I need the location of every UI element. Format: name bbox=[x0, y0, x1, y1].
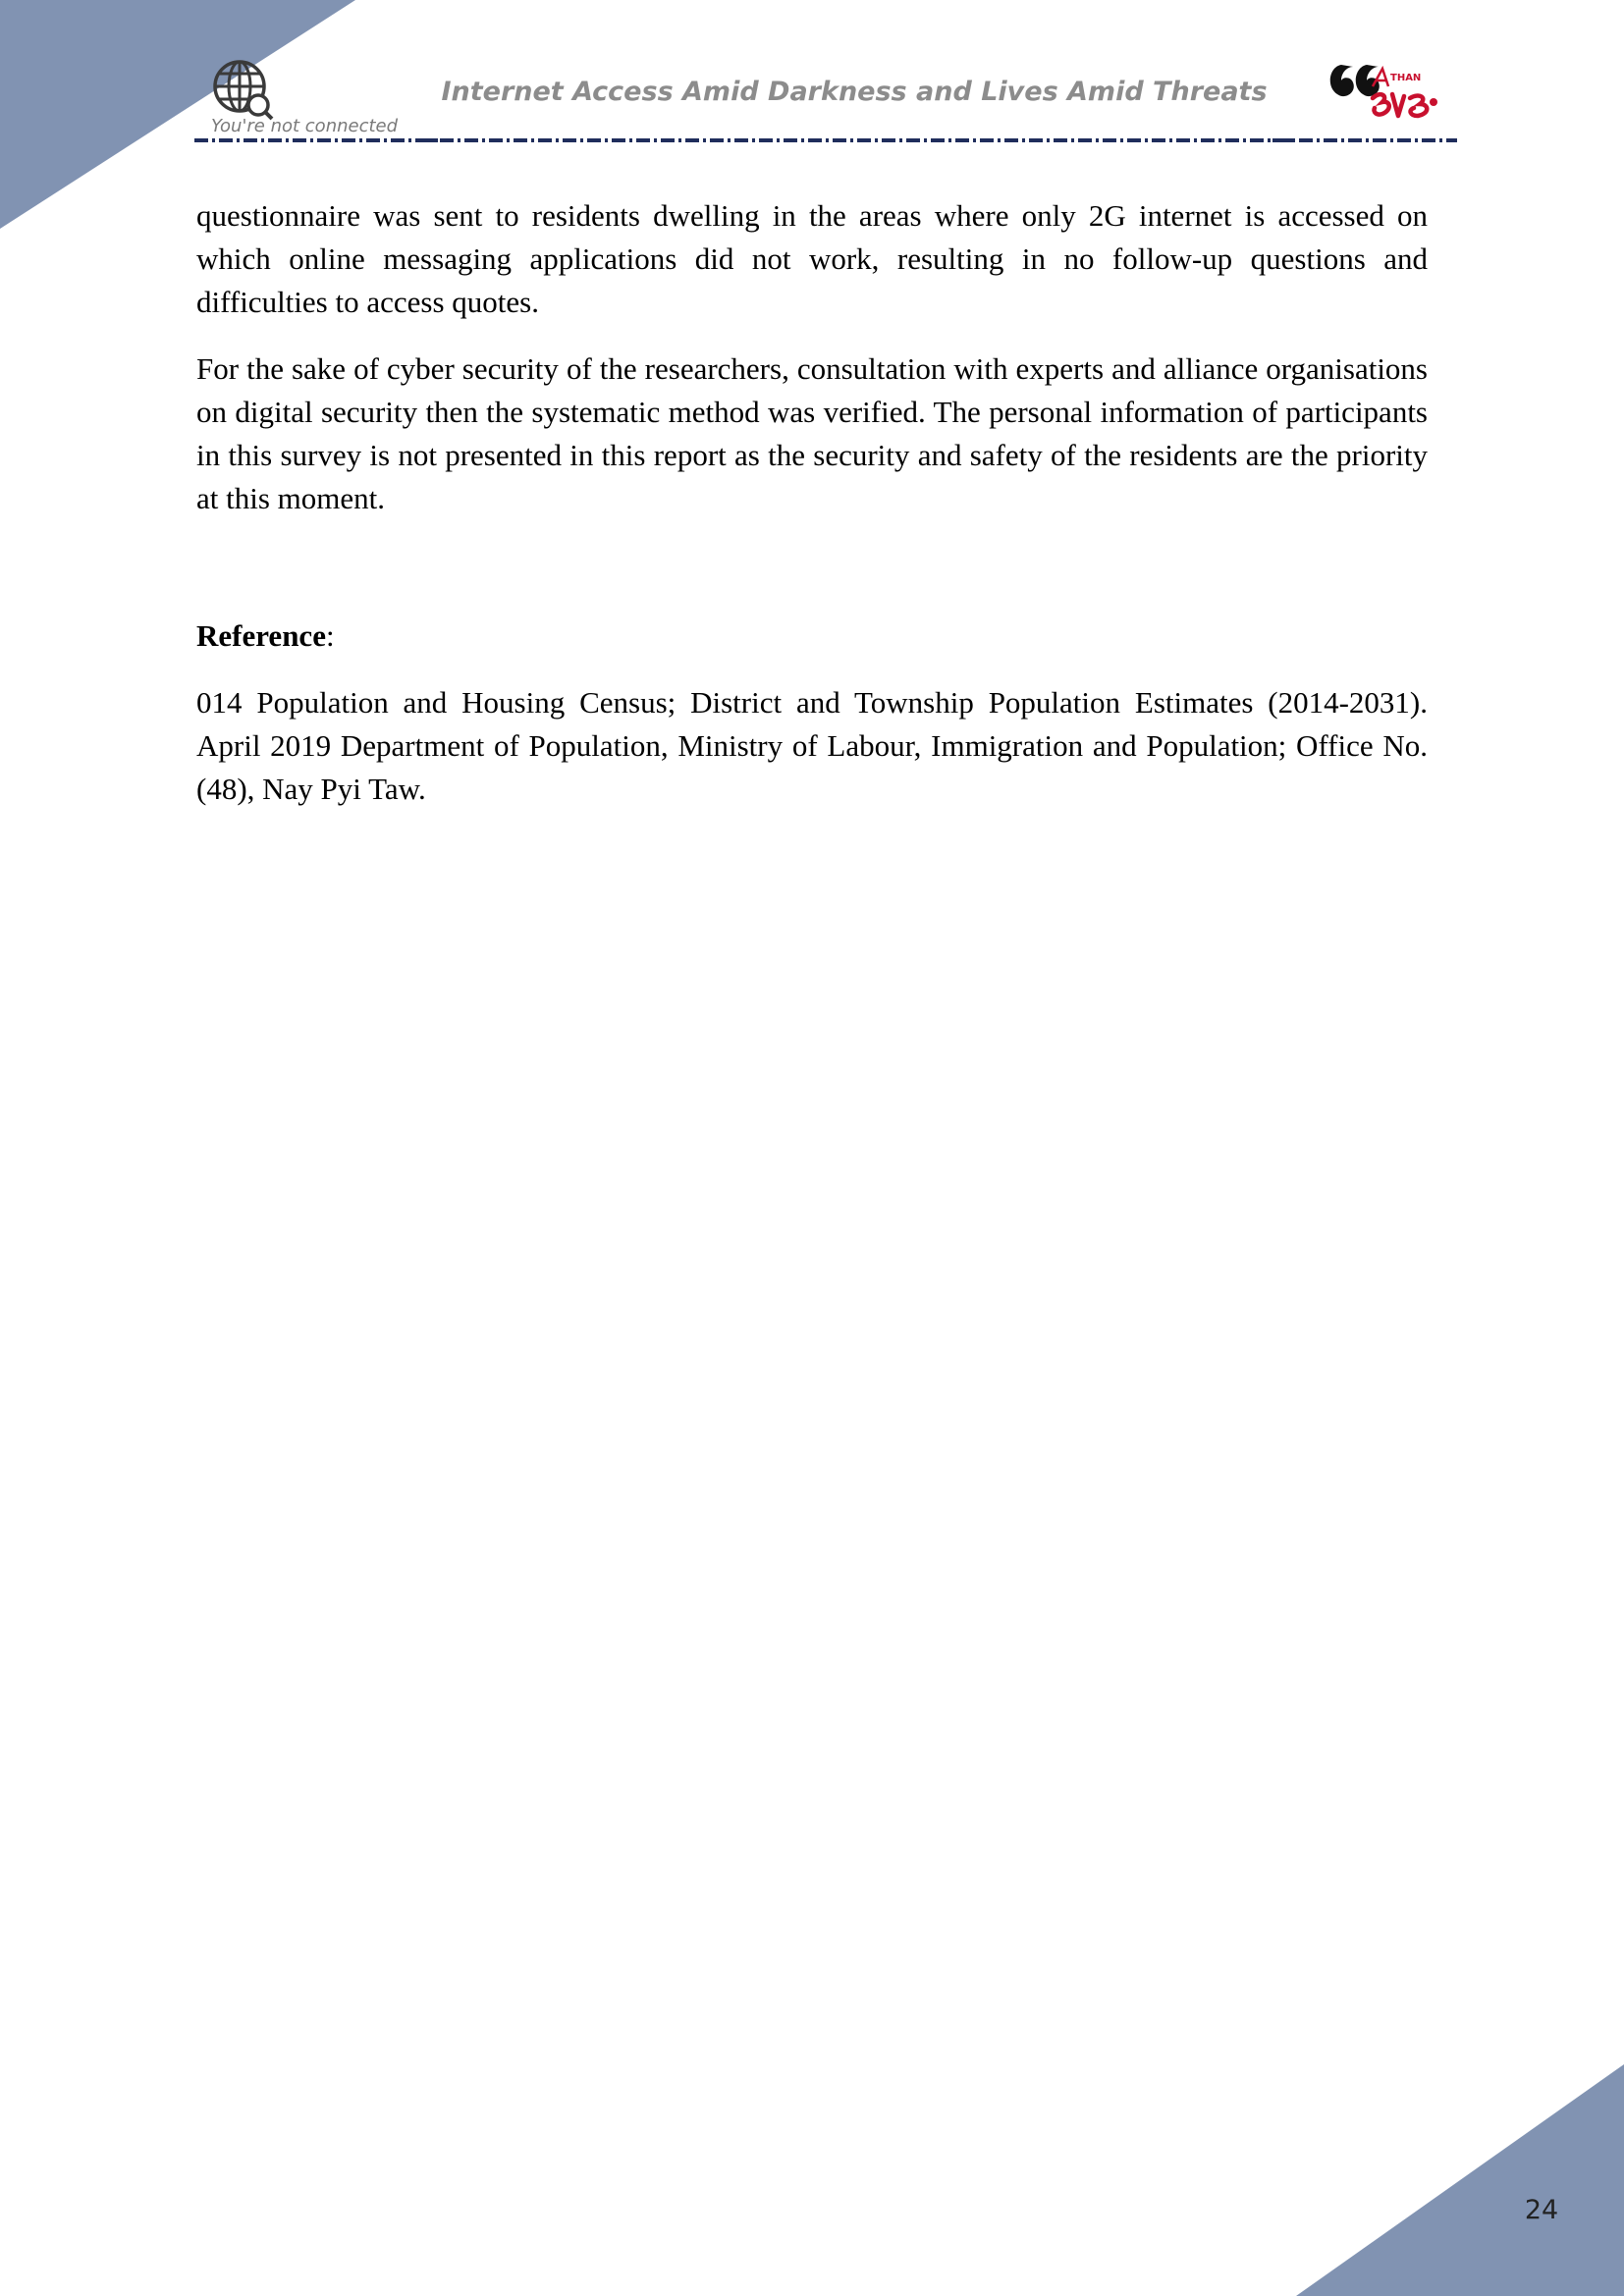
svg-text:THAN: THAN bbox=[1390, 73, 1422, 83]
page-header bbox=[0, 0, 1624, 147]
paragraph: For the sake of cyber security of the researchers, consultation with experts and alliance organisations on digital security then the systematic method was verified. The personal information of participants in this survey is not presented in this report as the security and safety of the residents are the priority at this moment. bbox=[196, 351, 1428, 515]
header-caption: You're not connected bbox=[211, 116, 399, 136]
page-body bbox=[196, 194, 1428, 834]
corner-decoration-bottom-right bbox=[1296, 2064, 1624, 2296]
reference-heading-colon: : bbox=[325, 618, 335, 653]
paragraph: questionnaire was sent to residents dwelling in the areas where only 2G internet is accessed on which online messaging applications did not work, resulting in no follow-up questions and difficulties to access quotes. bbox=[196, 198, 1428, 319]
athan-logo bbox=[1327, 57, 1445, 120]
page-number: 24 bbox=[1524, 2195, 1559, 2225]
globe-search-icon bbox=[210, 57, 275, 122]
reference-entry: 014 Population and Housing Census; District and Township Population Estimates (2014-2031). April 2019 Department of Population, Ministry of Labour, Immigration and Population; Office No. (48), Nay Pyi Taw. bbox=[196, 685, 1428, 806]
reference-heading-label: Reference bbox=[196, 618, 326, 653]
header-title: Internet Access Amid Darkness and Lives Amid Threats bbox=[441, 77, 1268, 107]
header-divider bbox=[194, 137, 1457, 143]
reference-heading bbox=[196, 614, 1428, 658]
